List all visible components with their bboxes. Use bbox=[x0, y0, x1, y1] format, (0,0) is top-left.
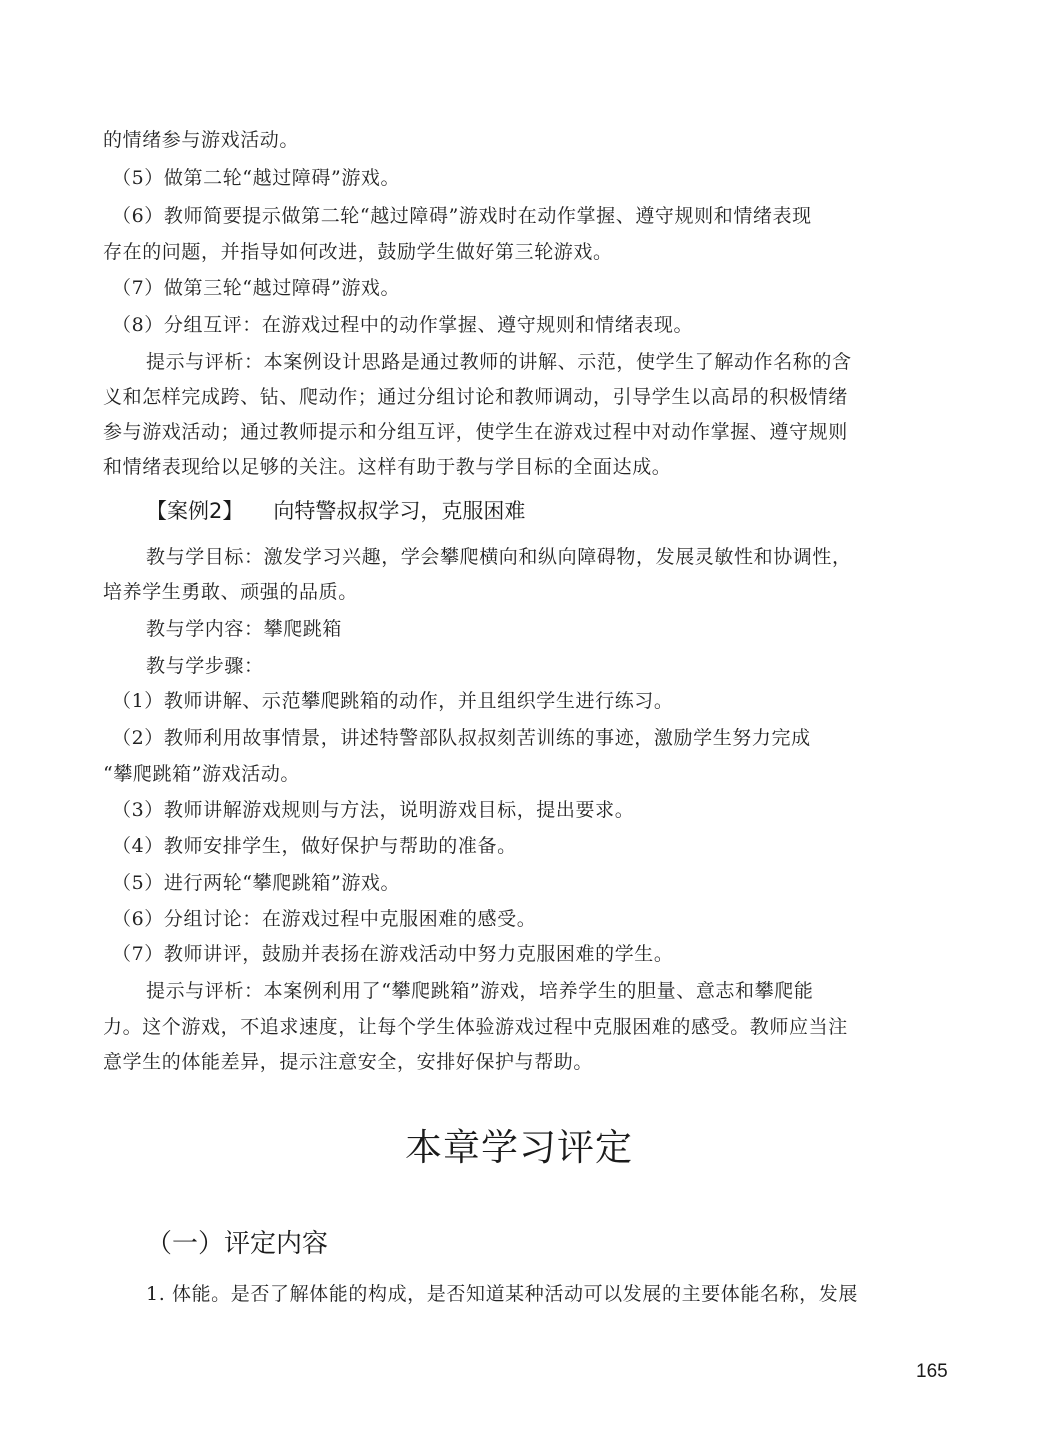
section-title: （一）评定内容 bbox=[146, 1229, 329, 1259]
case2-step-7: （7）教师讲评，鼓励并表扬在游戏活动中努力克服困难的学生。 bbox=[112, 943, 674, 965]
goal-line-2: 培养学生勇敢、顽强的品质。 bbox=[103, 581, 358, 603]
content-line: 教与学内容：攀爬跳箱 bbox=[146, 618, 343, 640]
case2-step-5: （5）进行两轮“攀爬跳箱”游戏。 bbox=[112, 872, 401, 894]
step-8: （8）分组互评：在游戏过程中的动作掌握、遵守规则和情绪表现。 bbox=[112, 314, 694, 336]
chapter-title: 本章学习评定 bbox=[405, 1126, 633, 1169]
goal-line-1: 教与学目标：激发学习兴趣，学会攀爬横向和纵向障碍物，发展灵敏性和协调性， bbox=[146, 546, 852, 568]
hint-line-2: 义和怎样完成跨、钻、爬动作；通过分组讨论和教师调动，引导学生以高昂的积极情绪 bbox=[103, 386, 848, 408]
case2-step-6: （6）分组讨论：在游戏过程中克服困难的感受。 bbox=[112, 908, 537, 930]
case2-hint-line-1: 提示与评析：本案例利用了“攀爬跳箱”游戏，培养学生的胆量、意志和攀爬能 bbox=[146, 980, 814, 1002]
step-6-line-1: （6）教师简要提示做第二轮“越过障碍”游戏时在动作掌握、遵守规则和情绪表现 bbox=[112, 205, 812, 227]
case2-step-3: （3）教师讲解游戏规则与方法，说明游戏目标，提出要求。 bbox=[112, 799, 635, 821]
case2-step-4: （4）教师安排学生，做好保护与帮助的准备。 bbox=[112, 835, 517, 857]
case2-step-2-line-1: （2）教师利用故事情景，讲述特警部队叔叔刻苦训练的事迹，激励学生努力完成 bbox=[112, 727, 811, 749]
page-number: 165 bbox=[916, 1361, 948, 1382]
hint-line-3: 参与游戏活动；通过教师提示和分组互评，使学生在游戏过程中对动作掌握、遵守规则 bbox=[103, 421, 848, 443]
case2-step-1: （1）教师讲解、示范攀爬跳箱的动作，并且组织学生进行练习。 bbox=[112, 690, 674, 712]
case2-step-2-line-2: “攀爬跳箱”游戏活动。 bbox=[103, 763, 301, 785]
step-7: （7）做第三轮“越过障碍”游戏。 bbox=[112, 277, 401, 299]
paragraph-line: 的情绪参与游戏活动。 bbox=[103, 129, 300, 151]
case-title-text: 向特警叔叔学习，克服困难 bbox=[273, 499, 526, 523]
hint-line-4: 和情绪表现给以足够的关注。这样有助于教与学目标的全面达成。 bbox=[103, 456, 672, 478]
step-6-line-2: 存在的问题，并指导如何改进，鼓励学生做好第三轮游戏。 bbox=[103, 241, 613, 263]
case-tag: 【案例2】 bbox=[146, 499, 244, 523]
hint-line-1: 提示与评析：本案例设计思路是通过教师的讲解、示范，使学生了解动作名称的含 bbox=[146, 351, 852, 373]
item-1-line: 1. 体能。是否了解体能的构成，是否知道某种活动可以发展的主要体能名称，发展 bbox=[146, 1283, 858, 1305]
case2-hint-line-3: 意学生的体能差异，提示注意安全，安排好保护与帮助。 bbox=[103, 1051, 594, 1073]
case2-hint-line-2: 力。这个游戏，不追求速度，让每个学生体验游戏过程中克服困难的感受。教师应当注 bbox=[103, 1016, 848, 1038]
steps-label: 教与学步骤： bbox=[146, 655, 264, 677]
step-5: （5）做第二轮“越过障碍”游戏。 bbox=[112, 167, 401, 189]
case-heading bbox=[146, 497, 525, 525]
